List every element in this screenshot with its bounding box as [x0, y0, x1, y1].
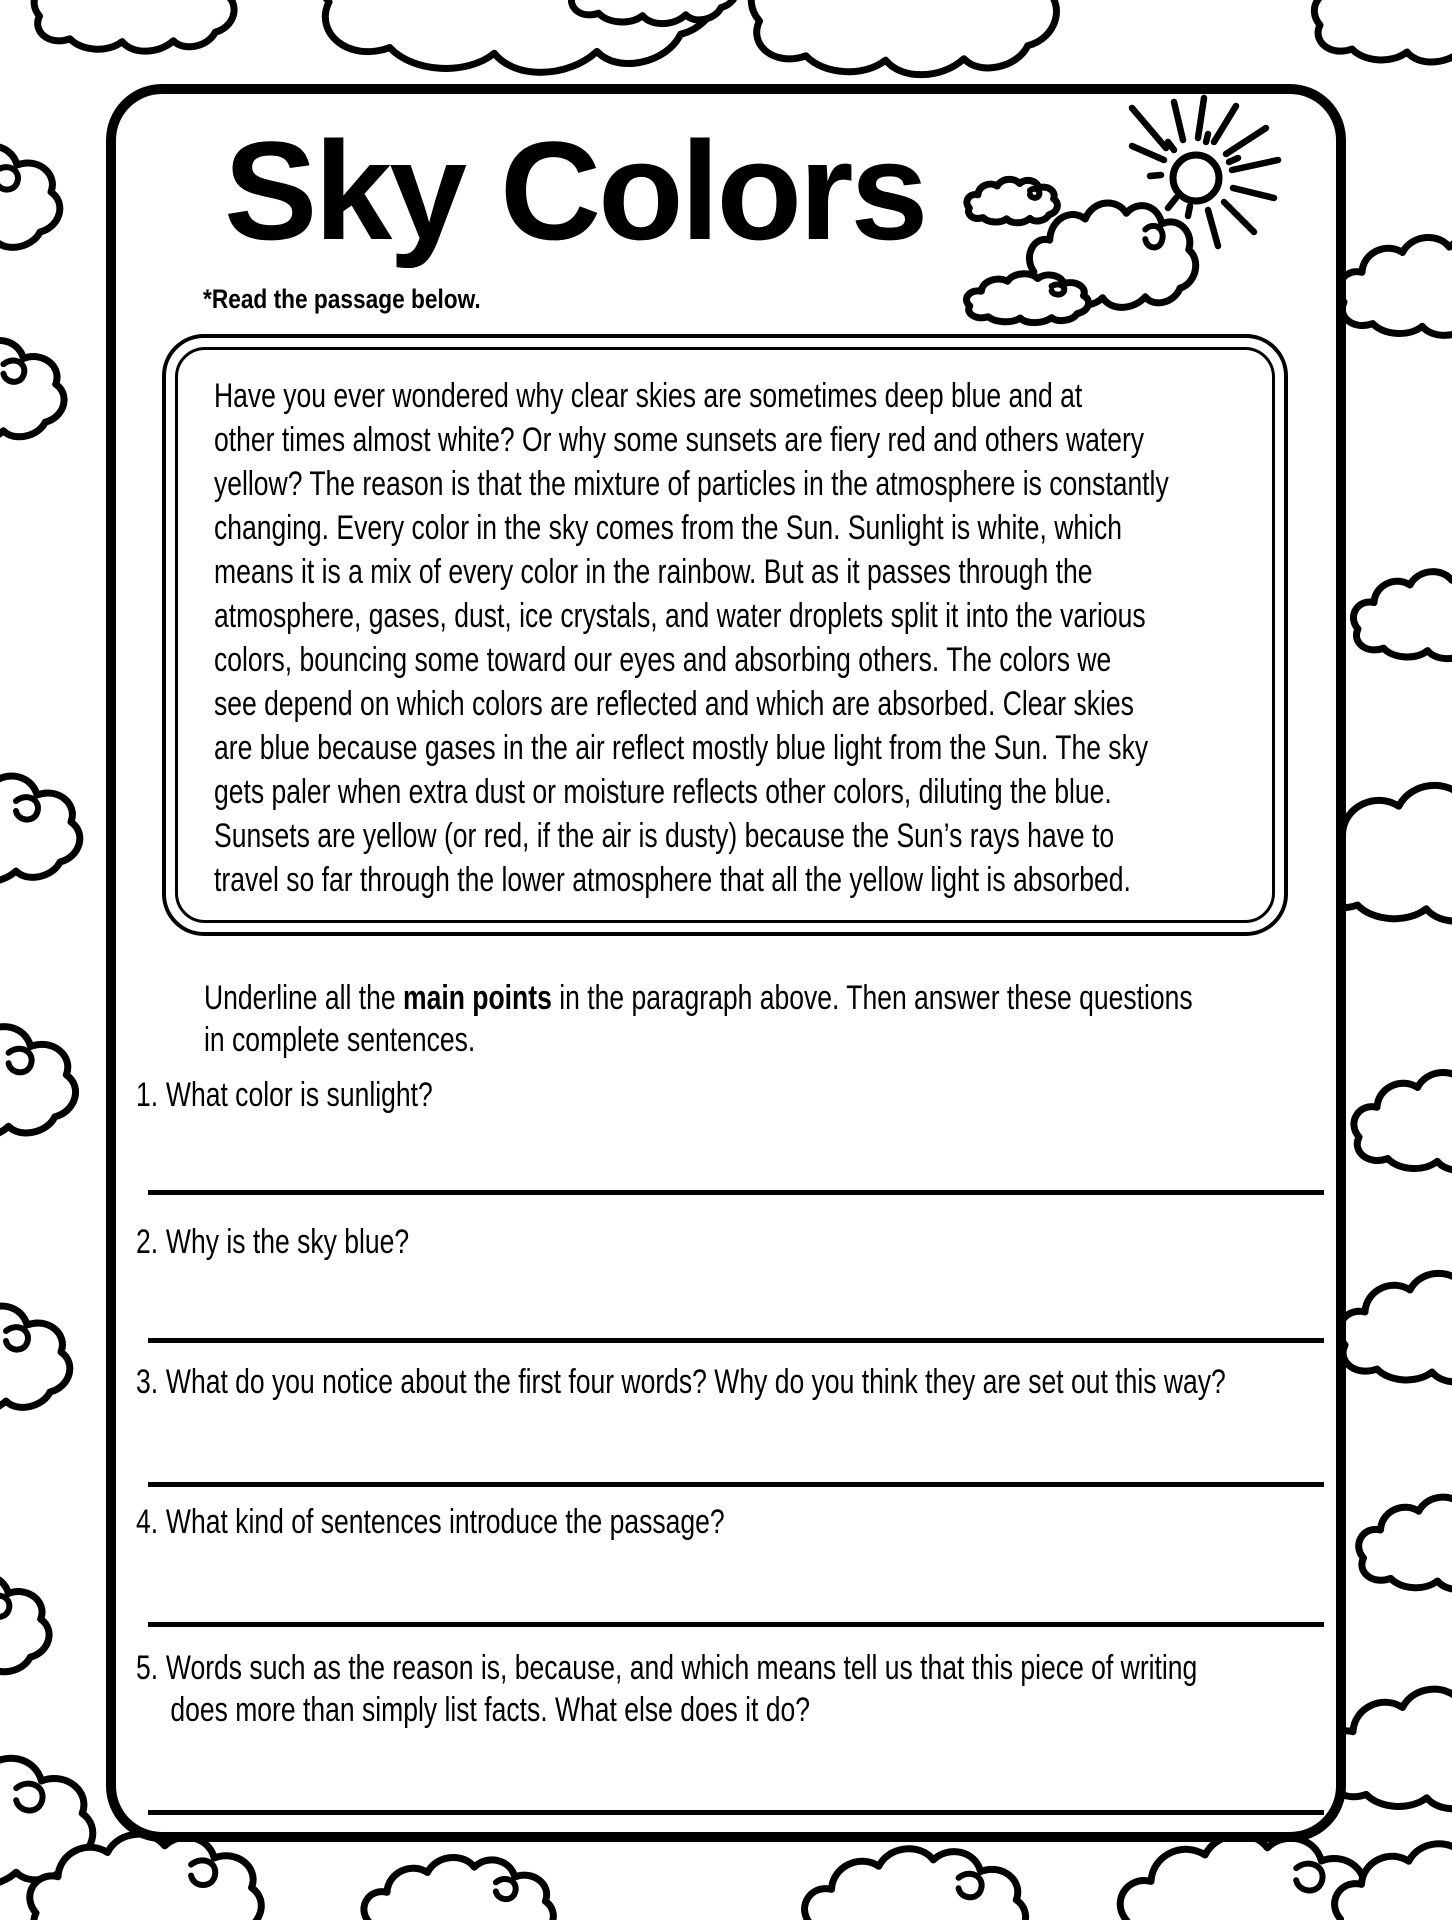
passage-line: changing. Every color in the sky comes from the Sun. Sunlight is white, which [214, 509, 1123, 547]
cloud-icon [805, 1849, 1026, 1920]
question-text: Words such as the reason is, because, and which means tell us that this piece of writing [165, 1649, 1198, 1687]
cloud-icon [364, 1858, 553, 1920]
passage-line: means it is a mix of every color in the rainbow. But as it passes through the [214, 553, 1093, 591]
passage-line: yellow? The reason is that the mixture of particles in the atmosphere is constantly [214, 465, 1169, 503]
question-item [136, 1647, 1452, 1731]
passage-line: see depend on which colors are reflected and which are absorbed. Clear skies [214, 685, 1134, 723]
question-text: Why is the sky blue? [165, 1223, 410, 1261]
cloud-icon [0, 1303, 70, 1412]
cloud-icon [967, 274, 1089, 323]
cloud-icon [967, 179, 1058, 222]
question-number: 4. [136, 1503, 159, 1541]
instructions [204, 977, 1452, 1061]
passage [214, 374, 1438, 902]
passage-line: gets paler when extra dust or moisture reflects other colors, diluting the blue. [214, 773, 1112, 811]
answer-line [148, 1482, 1324, 1487]
cloud-icon [1354, 1073, 1452, 1171]
question-item [136, 1074, 516, 1116]
instructions-line-1 [204, 977, 1193, 1019]
question-item [136, 1361, 1452, 1403]
question-text: What color is sunlight? [165, 1076, 433, 1114]
instructions-bold: main points [403, 979, 552, 1017]
worksheet-card [106, 84, 1346, 1842]
passage-line: are blue because gases in the air reflect mostly blue light from the Sun. The sky [214, 729, 1149, 767]
instructions-pre: Underline all the [204, 979, 404, 1017]
answer-line [148, 1810, 1324, 1815]
question-item [136, 1501, 891, 1543]
passage-line: atmosphere, gases, dust, ice crystals, and water droplets split it into the various [214, 597, 1146, 635]
cloud-icon [1335, 1844, 1452, 1920]
cloud-icon [0, 338, 64, 441]
question-number: 3. [136, 1363, 159, 1401]
answer-line [148, 1190, 1324, 1195]
question-text: What kind of sentences introduce the passage? [165, 1503, 725, 1541]
passage-line: colors, bouncing some toward our eyes and absorbing others. The colors we [214, 641, 1112, 679]
instructions-post: in the paragraph above. Then answer these questions [551, 979, 1193, 1017]
question-number: 1. [136, 1076, 159, 1114]
question-number: 2. [136, 1223, 159, 1261]
instructions-line-2: in complete sentences. [204, 1021, 476, 1059]
question-item [136, 1221, 486, 1263]
answer-line [148, 1622, 1324, 1627]
read-instruction-note: *Read the passage below. [203, 284, 481, 314]
cloud-icon [751, 0, 1056, 75]
cloud-icon [1359, 1497, 1452, 1589]
passage-line: travel so far through the lower atmosphere that all the yellow light is absorbed. [214, 861, 1131, 899]
cloud-icon [1314, 0, 1452, 62]
cloud-icon [0, 1024, 76, 1138]
passage-line: Have you ever wondered why clear skies are sometimes deep blue and at [214, 377, 1083, 415]
passage-line: other times almost white? Or why some sunsets are fiery red and others watery [214, 421, 1145, 459]
page-title: Sky Colors [224, 112, 926, 269]
question-text-line-2: does more than simply list facts. What else does it do? [170, 1691, 811, 1729]
question-number: 5. [136, 1649, 159, 1687]
cloud-icon [0, 773, 80, 882]
question-text: What do you notice about the first four words? Why do you think they are set out this way? [165, 1363, 1226, 1401]
cloud-icon [0, 1573, 49, 1676]
cloud-icon [0, 143, 60, 252]
cloud-icon [34, 0, 234, 51]
passage-line: Sunsets are yellow (or red, if the air is dusty) because the Sun’s rays have to [214, 817, 1115, 855]
answer-line [148, 1338, 1324, 1343]
